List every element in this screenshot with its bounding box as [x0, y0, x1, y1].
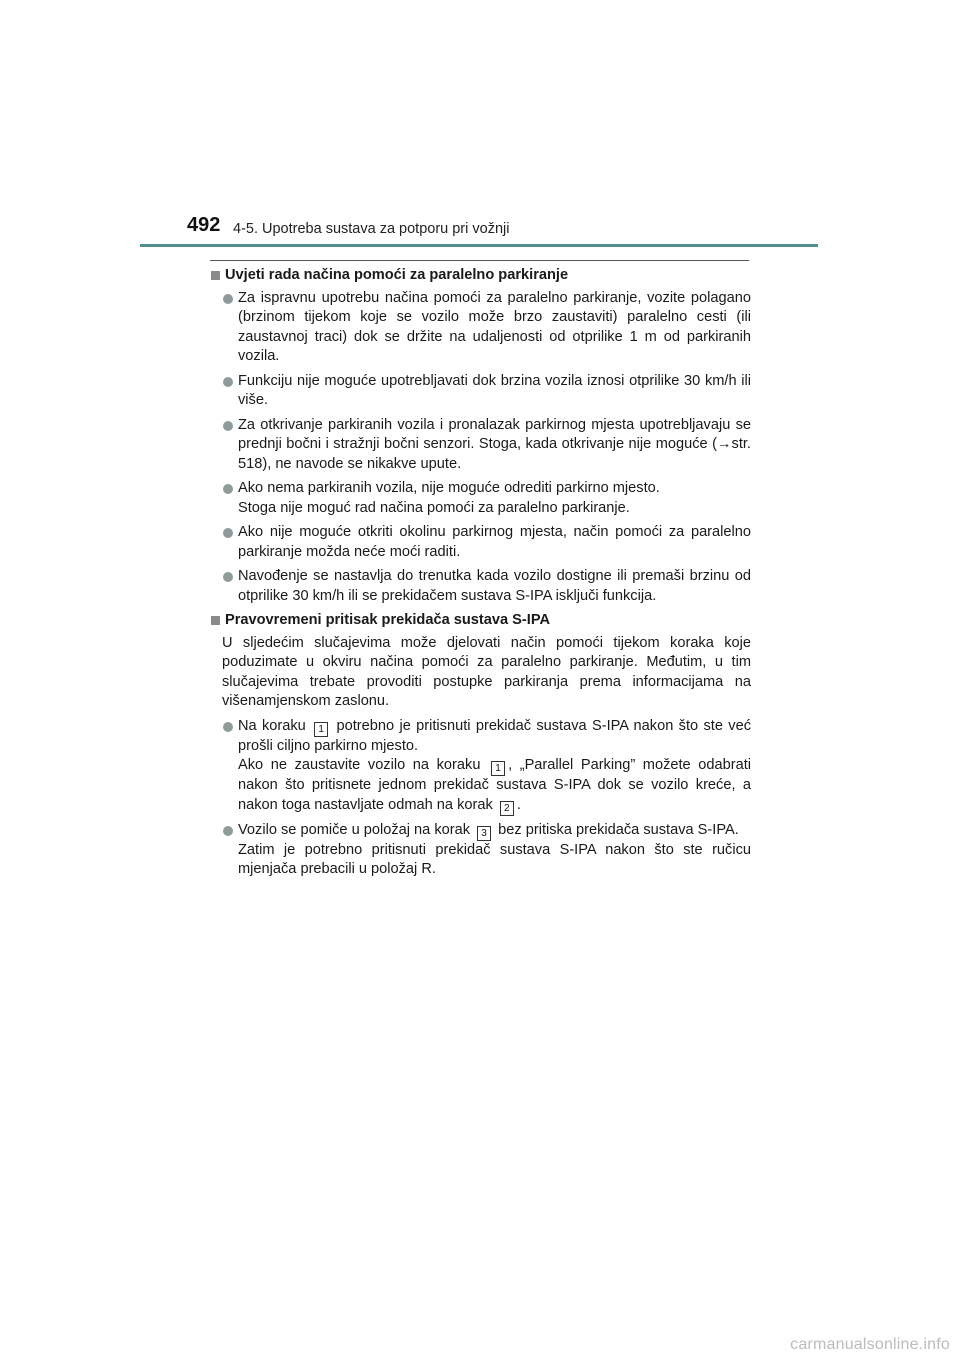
list-item	[210, 821, 751, 880]
list-item-text: Navođenje se nastavlja do trenutka kada vozilo dostigne ili premaši brzinu od otprilike 30 km/h ili se prekidačem sustava S-IPA isključi funkcija.	[238, 568, 751, 604]
round-bullet-icon	[223, 528, 233, 538]
list-item-paragraph	[238, 717, 751, 757]
text: .	[516, 796, 521, 813]
step-2-badge: 2	[500, 801, 514, 816]
square-bullet-icon	[211, 271, 220, 280]
text: Na koraku	[238, 717, 306, 734]
list-item-text: Ako nema parkiranih vozila, nije moguće odrediti parkirno mjesto.	[238, 480, 660, 496]
list-item	[210, 372, 751, 411]
list-item	[210, 479, 751, 518]
round-bullet-icon	[223, 377, 233, 387]
round-bullet-icon	[223, 572, 233, 582]
section-heading-text: Pravovremeni pritisak prekidača sustava S-IPA	[225, 612, 551, 628]
page-header	[0, 0, 960, 250]
list-item	[210, 523, 751, 562]
square-bullet-icon	[211, 616, 220, 625]
step-3-badge: 3	[477, 826, 491, 841]
section-intro: U sljedećim slučajevima može djelovati način pomoći tijekom koraka koje poduzimate u okviru načina pomoći za paralelno parkiranje. Međutim, u tim slučajevima trebate provoditi postupke parkiranja prema informacijama na višenamjenskom zaslonu.	[222, 634, 751, 709]
list-item-text: Ako nije moguće otkriti okolinu parkirnog mjesta, način pomoći za paralelno parkiranje možda neće moći raditi.	[238, 524, 751, 560]
chapter-title: 4-5. Upotreba sustava za potporu pri vožnji	[233, 221, 510, 237]
section-heading-text: Uvjeti rada načina pomoći za paralelno parkiranje	[225, 267, 569, 283]
text: , „Parallel Parking” možete odabrati nakon što pritisnete jednom prekidač sustava S-IPA dok se vozilo kreće, a nakon toga nastavljate odmah na korak	[238, 757, 751, 813]
list-item	[210, 567, 751, 606]
text: Ako ne zaustavite vozilo na koraku	[238, 757, 481, 773]
list-item-text: Za otkrivanje parkiranih vozila i pronalazak parkirnog mjesta upotrebljavaju se prednji bočni i stražnji bočni senzori. Stoga, kada otkrivanje nije moguće (→str. 518), ne navode se nikakve upute.	[238, 416, 751, 472]
list-item-paragraph: Zatim je potrebno pritisnuti prekidač sustava S-IPA nakon što ste ručicu mjenjača prebacili u položaj R.	[238, 841, 751, 877]
page-content	[210, 266, 751, 885]
section-heading	[210, 266, 751, 286]
text: bez pritiska prekidača sustava S-IPA.	[498, 821, 739, 838]
list-item	[210, 289, 751, 367]
text: Vozilo se pomiče u položaj na korak	[238, 821, 471, 838]
round-bullet-icon	[223, 826, 233, 836]
list-item-text: Za ispravnu upotrebu načina pomoći za paralelno parkiranje, vozite polagano (brzinom tijekom koje se vozilo može brzo zaustaviti) paralelno cesti (ili zaustavnoj traci) dok se držite na udaljenosti od otprilike 1 m od parkiranih vozila.	[238, 289, 751, 364]
list-item-text-line2: Stoga nije moguć rad načina pomoći za paralelno parkiranje.	[238, 499, 630, 516]
section-divider	[210, 260, 749, 261]
step-1-badge: 1	[314, 722, 328, 737]
header-rule	[140, 244, 818, 247]
list-item-paragraph	[238, 756, 751, 816]
list-item	[210, 717, 751, 816]
round-bullet-icon	[223, 421, 233, 431]
text: potrebno je pritisnuti prekidač sustava S-IPA nakon što ste već prošli ciljno parkirno mjesto.	[238, 717, 751, 754]
round-bullet-icon	[223, 722, 233, 732]
round-bullet-icon	[223, 484, 233, 494]
list-item	[210, 416, 751, 475]
list-item-paragraph	[238, 821, 751, 841]
list-item-text: Funkciju nije moguće upotrebljavati dok brzina vozila iznosi otprilike 30 km/h ili više.	[238, 372, 751, 408]
step-1-badge: 1	[491, 761, 505, 776]
page-number: 492	[187, 214, 221, 236]
watermark: carmanualsonline.info	[790, 1336, 950, 1353]
section-heading	[210, 611, 751, 631]
round-bullet-icon	[223, 294, 233, 304]
